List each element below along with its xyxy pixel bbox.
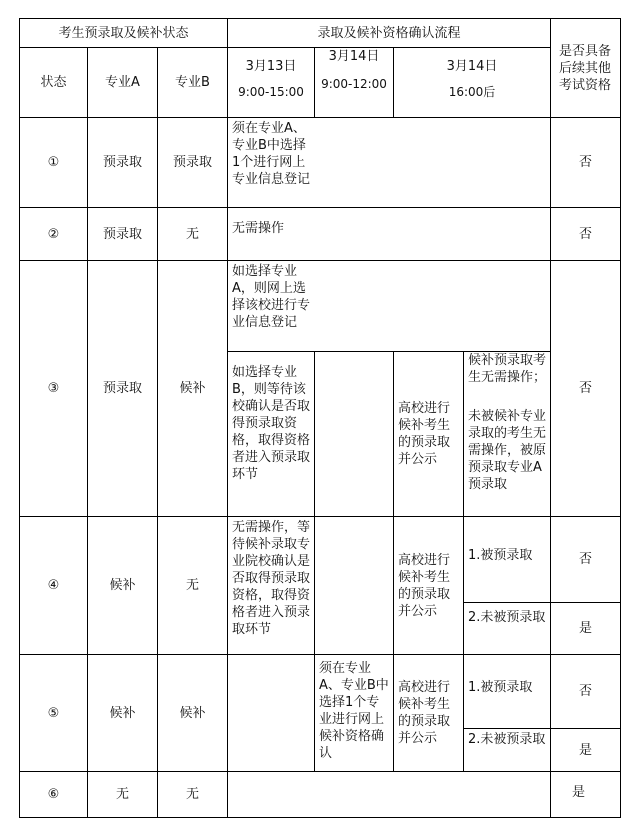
row4-eligibility-admitted: 否 <box>578 552 592 567</box>
row3-note-fallback: 未被候补专业录取的考生无需操作，被原预录取专业A预录取 <box>468 409 547 492</box>
row3-major-a: 预录取 <box>102 381 142 396</box>
header-day3-time: 16:00后 <box>448 85 496 99</box>
header-major-a: 专业A <box>105 75 140 90</box>
row4-state: ④ <box>47 578 60 593</box>
row1-eligibility: 否 <box>578 155 592 170</box>
row1-step-day1: 须在专业A、专业B中选择1个进行网上专业信息登记 <box>232 121 311 187</box>
header-major-b: 专业B <box>175 75 210 90</box>
grid-line <box>393 351 394 772</box>
row4-outcome-not-admitted: 2.未被预录取 <box>468 610 546 625</box>
row3-school-action: 高校进行候补考生的预录取并公示 <box>398 401 451 467</box>
header-day1-time: 9:00-15:00 <box>238 85 304 99</box>
row5-major-a: 候补 <box>109 705 136 721</box>
row4-major-a: 候补 <box>109 578 136 593</box>
row3-eligibility: 否 <box>578 381 592 396</box>
row6-state: ⑥ <box>47 787 60 802</box>
row4-eligibility-not-admitted: 是 <box>578 621 592 636</box>
header-day2 <box>315 48 393 117</box>
header-day3 <box>394 48 550 117</box>
row3-note-candidate: 候补预录取考生无需操作； <box>468 353 547 385</box>
row6-major-b: 无 <box>185 787 199 802</box>
header-group-status: 考生预录取及候补状态 <box>58 25 189 41</box>
header-day2-date: 3月14日 <box>328 49 380 64</box>
header-group-process: 录取及候补资格确认流程 <box>317 25 461 41</box>
row6-major-a: 无 <box>115 787 129 802</box>
header-state: 状态 <box>40 75 67 90</box>
header-eligibility: 是否具备后续其他考试资格 <box>558 43 611 93</box>
row5-state: ⑤ <box>47 705 60 721</box>
table-border-bottom <box>19 817 621 818</box>
table-border-right <box>620 18 621 818</box>
row4-step-day1: 无需操作，等待候补录取专业院校确认是否取得预录取资格，取得资格者进入预录取环节 <box>232 520 311 637</box>
row1-major-b: 预录取 <box>172 155 212 170</box>
header-day1-date: 3月13日 <box>245 59 297 74</box>
row3-state: ③ <box>47 381 60 396</box>
header-day3-date: 3月14日 <box>446 59 498 74</box>
row2-state: ② <box>47 226 60 242</box>
row3-step-day1-option-a: 如选择专业A，则网上选择该校进行专业信息登记 <box>232 264 311 330</box>
row2-major-a: 预录取 <box>102 226 142 242</box>
row5-major-b: 候补 <box>179 705 206 721</box>
row5-eligibility-not-admitted: 是 <box>578 742 592 758</box>
row1-major-a: 预录取 <box>102 155 142 170</box>
row4-major-b: 无 <box>185 578 199 593</box>
row1-state: ① <box>47 155 60 170</box>
row3-major-b: 候补 <box>179 381 206 396</box>
row3-step-day1-option-b: 如选择专业B，则等待该校确认是否取得预录取资格，取得资格者进入预录取环节 <box>232 365 311 482</box>
row2-eligibility: 否 <box>578 226 592 242</box>
row2-major-b: 无 <box>185 226 199 242</box>
row5-step-day2: 须在专业A、专业B中选择1个专业进行网上候补资格确认 <box>319 661 389 761</box>
row5-outcome-admitted: 1.被预录取 <box>468 680 533 695</box>
row2-step-day1: 无需操作 <box>232 221 285 236</box>
header-day2-time: 9:00-12:00 <box>321 77 387 91</box>
row5-school-action: 高校进行候补考生的预录取并公示 <box>398 680 451 746</box>
row4-school-action: 高校进行候补考生的预录取并公示 <box>398 552 451 619</box>
row4-outcome-admitted: 1.被预录取 <box>468 548 533 563</box>
row5-outcome-not-admitted: 2.未被预录取 <box>468 732 546 747</box>
header-day1 <box>228 48 314 117</box>
row5-eligibility-admitted: 否 <box>578 684 592 699</box>
row6-eligibility: 是 <box>571 784 585 800</box>
